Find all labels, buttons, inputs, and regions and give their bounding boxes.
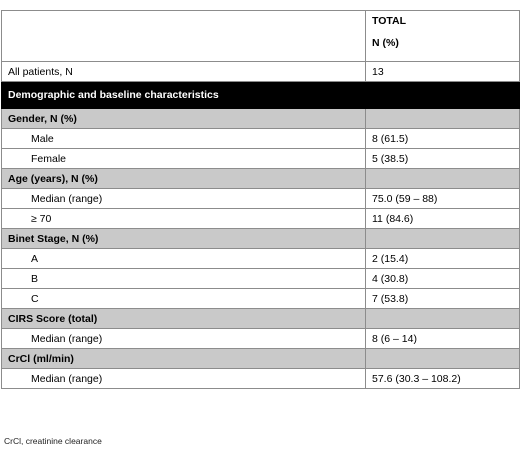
group-header-row bbox=[2, 349, 520, 369]
table-body bbox=[2, 11, 520, 389]
group-header-row bbox=[2, 169, 520, 189]
footnote: CrCl, creatinine clearance bbox=[4, 436, 102, 446]
table-row bbox=[2, 209, 520, 229]
table-row bbox=[2, 149, 520, 169]
table-row bbox=[2, 369, 520, 389]
group-title: Binet Stage, N (%) bbox=[2, 229, 366, 249]
table-row bbox=[2, 129, 520, 149]
table-row bbox=[2, 269, 520, 289]
all-patients-row bbox=[2, 62, 520, 82]
demographics-table bbox=[1, 10, 520, 389]
row-value: 8 (6 – 14) bbox=[366, 329, 520, 349]
table-row bbox=[2, 249, 520, 269]
table-row bbox=[2, 189, 520, 209]
row-value: 11 (84.6) bbox=[366, 209, 520, 229]
row-label: Median (range) bbox=[2, 189, 366, 209]
row-label: Male bbox=[2, 129, 366, 149]
header-empty-cell bbox=[2, 11, 366, 62]
group-title: Gender, N (%) bbox=[2, 109, 366, 129]
group-empty-cell bbox=[366, 309, 520, 329]
table-row bbox=[2, 289, 520, 309]
group-title: CrCl (ml/min) bbox=[2, 349, 366, 369]
group-header-row bbox=[2, 109, 520, 129]
row-label: B bbox=[2, 269, 366, 289]
table-row bbox=[2, 329, 520, 349]
group-empty-cell bbox=[366, 109, 520, 129]
all-patients-label: All patients, N bbox=[2, 62, 366, 82]
group-title: Age (years), N (%) bbox=[2, 169, 366, 189]
total-header: TOTAL bbox=[372, 15, 407, 27]
row-label: Median (range) bbox=[2, 329, 366, 349]
group-empty-cell bbox=[366, 349, 520, 369]
row-label: C bbox=[2, 289, 366, 309]
unit-header: N (%) bbox=[372, 37, 399, 49]
row-value: 57.6 (30.3 – 108.2) bbox=[366, 369, 520, 389]
section-title: Demographic and baseline characteristics bbox=[2, 82, 520, 109]
group-header-row bbox=[2, 229, 520, 249]
section-header-row bbox=[2, 82, 520, 109]
row-value: 4 (30.8) bbox=[366, 269, 520, 289]
header-total-cell bbox=[366, 11, 520, 62]
table-header-row bbox=[2, 11, 520, 62]
all-patients-value: 13 bbox=[366, 62, 520, 82]
row-label: Median (range) bbox=[2, 369, 366, 389]
row-value: 2 (15.4) bbox=[366, 249, 520, 269]
row-label: A bbox=[2, 249, 366, 269]
row-value: 5 (38.5) bbox=[366, 149, 520, 169]
row-value: 7 (53.8) bbox=[366, 289, 520, 309]
group-empty-cell bbox=[366, 169, 520, 189]
group-title: CIRS Score (total) bbox=[2, 309, 366, 329]
row-label: ≥ 70 bbox=[2, 209, 366, 229]
group-header-row bbox=[2, 309, 520, 329]
row-label: Female bbox=[2, 149, 366, 169]
row-value: 8 (61.5) bbox=[366, 129, 520, 149]
group-empty-cell bbox=[366, 229, 520, 249]
row-value: 75.0 (59 – 88) bbox=[366, 189, 520, 209]
